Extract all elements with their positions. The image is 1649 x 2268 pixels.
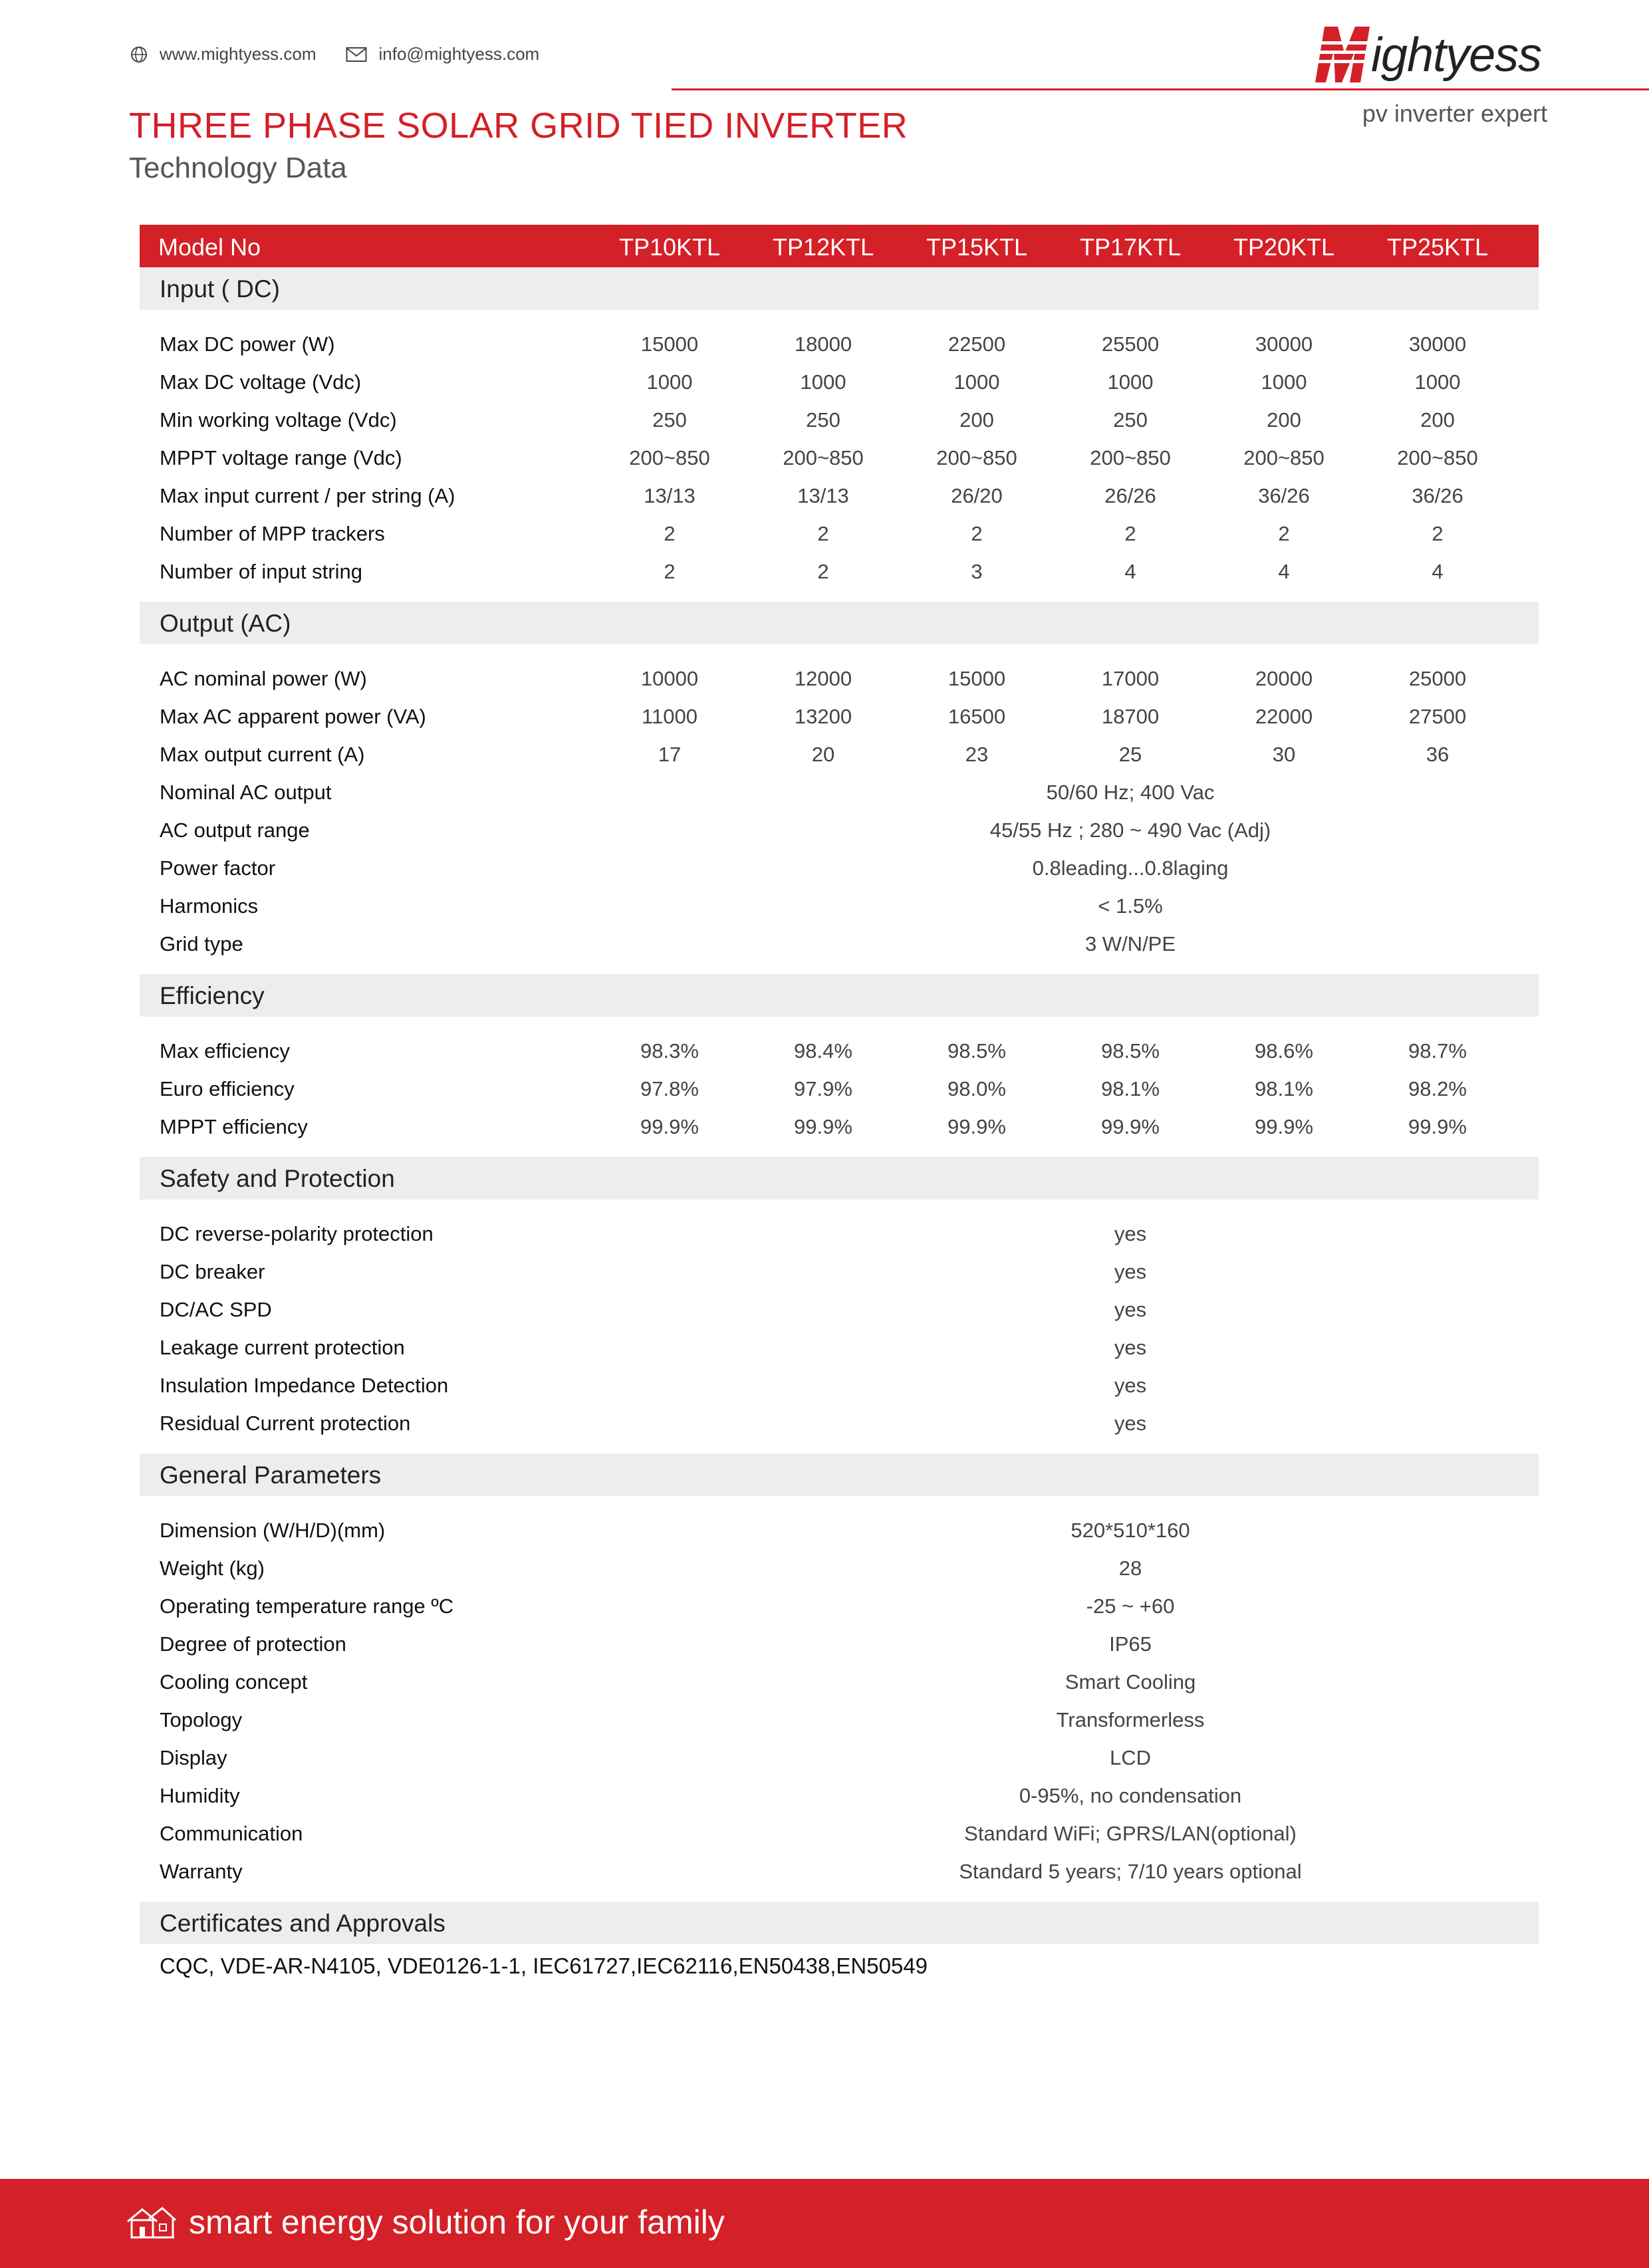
cell-value: 17	[658, 743, 682, 766]
cell-value: 26/26	[1104, 484, 1156, 507]
model-name: TP20KTL	[1233, 233, 1335, 261]
cell-value: 1000	[646, 370, 693, 394]
cell-value: 15000	[640, 332, 699, 356]
houses-icon	[126, 2205, 177, 2240]
cell-value: 36/26	[1258, 484, 1310, 507]
cell-value: 4	[1278, 560, 1290, 583]
section-spacer	[140, 1890, 1539, 1902]
row-label: Insulation Impedance Detection	[160, 1374, 449, 1397]
row-label: Warranty	[160, 1860, 243, 1883]
certificates-text: CQC, VDE-AR-N4105, VDE0126-1-1, IEC61727,IEC62116,EN50438,EN50549	[160, 1953, 928, 1978]
row-label: Harmonics	[160, 894, 259, 918]
section-header	[140, 1453, 1539, 1496]
cell-value: 98.1%	[1101, 1077, 1160, 1100]
footer-slogan: smart energy solution for your family	[189, 2204, 725, 2241]
row-label: Max efficiency	[160, 1039, 290, 1063]
cell-value: 99.9%	[1255, 1115, 1313, 1138]
shared-value: 28	[1118, 1557, 1142, 1580]
shared-value: 520*510*160	[1071, 1519, 1190, 1542]
cell-value: 30000	[1255, 332, 1313, 356]
table-row	[140, 1328, 1539, 1366]
table-row	[140, 1662, 1539, 1700]
shared-value: yes	[1114, 1298, 1147, 1321]
website-contact[interactable]	[130, 44, 317, 64]
cell-value: 1000	[1107, 370, 1154, 394]
table-row	[140, 1852, 1539, 1890]
cell-value: 16500	[948, 705, 1006, 728]
table-row	[140, 697, 1539, 735]
row-label: Dimension (W/H/D)(mm)	[160, 1519, 386, 1542]
section-spacer	[140, 1145, 1539, 1157]
section-spacer	[140, 1017, 1539, 1031]
cell-value: 13200	[794, 705, 852, 728]
model-name: TP10KTL	[618, 233, 721, 261]
cell-value: 98.6%	[1255, 1039, 1313, 1063]
cell-value: 200~850	[783, 446, 864, 469]
table-row	[140, 400, 1539, 438]
cell-value: 98.7%	[1408, 1039, 1467, 1063]
section-spacer	[140, 1199, 1539, 1214]
cell-value: 2	[817, 560, 829, 583]
section-spacer	[140, 590, 1539, 602]
model-name: TP12KTL	[772, 233, 874, 261]
model-name: TP17KTL	[1079, 233, 1182, 261]
logo-m-mark	[1315, 21, 1372, 88]
table-row	[140, 1586, 1539, 1624]
table-row	[140, 1404, 1539, 1442]
cell-value: 13/13	[644, 484, 696, 507]
row-label: Communication	[160, 1822, 303, 1845]
row-label: Humidity	[160, 1784, 240, 1807]
shared-value: 0.8leading...0.8laging	[1032, 856, 1229, 880]
mail-icon	[346, 47, 367, 63]
section-header	[140, 1902, 1539, 1944]
table-row	[140, 438, 1539, 476]
cell-value: 25500	[1101, 332, 1160, 356]
row-label: Max input current / per string (A)	[160, 484, 455, 507]
model-name: TP15KTL	[926, 233, 1028, 261]
table-row	[140, 1511, 1539, 1549]
table-row	[140, 848, 1539, 886]
row-label: Topology	[160, 1708, 243, 1731]
section-header	[140, 602, 1539, 644]
cell-value: 99.9%	[640, 1115, 699, 1138]
cell-value: 18000	[794, 332, 852, 356]
cell-value: 23	[965, 743, 989, 766]
row-label: Operating temperature range ºC	[160, 1594, 454, 1618]
cell-value: 98.5%	[948, 1039, 1006, 1063]
row-label: Max output current (A)	[160, 743, 365, 766]
cell-value: 2	[1278, 522, 1290, 545]
contact-bar	[130, 44, 569, 64]
section-spacer	[140, 1442, 1539, 1453]
row-label: Leakage current protection	[160, 1336, 405, 1359]
page-subtitle: Technology Data	[129, 152, 347, 184]
table-row	[140, 514, 1539, 552]
row-label: Max AC apparent power (VA)	[160, 705, 426, 728]
shared-value: yes	[1114, 1336, 1147, 1359]
cell-value: 22500	[948, 332, 1006, 356]
shared-value: IP65	[1109, 1632, 1152, 1656]
cell-value: 1000	[800, 370, 846, 394]
cell-value: 18700	[1101, 705, 1160, 728]
section-spacer	[140, 1496, 1539, 1511]
cell-value: 200~850	[629, 446, 710, 469]
row-label: AC nominal power (W)	[160, 667, 367, 690]
table-row	[140, 1069, 1539, 1107]
row-label: DC/AC SPD	[160, 1298, 272, 1321]
shared-value: -25 ~ +60	[1086, 1594, 1175, 1618]
cell-value: 99.9%	[794, 1115, 852, 1138]
cell-value: 200~850	[1397, 446, 1478, 469]
section-title: Safety and Protection	[160, 1165, 395, 1192]
row-label: Max DC power (W)	[160, 332, 335, 356]
table-row	[140, 476, 1539, 514]
logo-wordmark: ightyess	[1371, 29, 1542, 82]
table-row	[140, 1107, 1539, 1145]
cell-value: 97.9%	[794, 1077, 852, 1100]
cell-value: 12000	[794, 667, 852, 690]
shared-value: Transformerless	[1056, 1708, 1205, 1731]
shared-value: 50/60 Hz; 400 Vac	[1046, 781, 1215, 804]
email-contact[interactable]	[346, 44, 540, 64]
table-row	[140, 1738, 1539, 1776]
table-row	[140, 1776, 1539, 1814]
table-row	[140, 362, 1539, 400]
cell-value: 2	[817, 522, 829, 545]
brand-logo	[1315, 13, 1549, 93]
section-spacer	[140, 962, 1539, 974]
cell-value: 30	[1272, 743, 1296, 766]
row-label: Display	[160, 1746, 227, 1769]
shared-value: 45/55 Hz ; 280 ~ 490 Vac (Adj)	[989, 819, 1271, 842]
page-title: THREE PHASE SOLAR GRID TIED INVERTER	[129, 106, 908, 146]
table-row	[140, 886, 1539, 924]
cell-value: 200	[959, 408, 994, 432]
table-row	[140, 659, 1539, 697]
section-title: Certificates and Approvals	[160, 1910, 445, 1937]
shared-value: yes	[1114, 1222, 1147, 1245]
row-label: Cooling concept	[160, 1670, 308, 1694]
cell-value: 25	[1118, 743, 1142, 766]
section-title: Output (AC)	[160, 610, 291, 637]
row-label: DC reverse-polarity protection	[160, 1222, 434, 1245]
email-text: info@mightyess.com	[378, 44, 540, 64]
cell-value: 30000	[1408, 332, 1467, 356]
table-row	[140, 1214, 1539, 1252]
cell-value: 250	[806, 408, 840, 432]
table-row	[140, 924, 1539, 962]
shared-value: Standard WiFi; GPRS/LAN(optional)	[964, 1822, 1297, 1845]
row-label: Number of MPP trackers	[160, 522, 385, 545]
cell-value: 26/20	[951, 484, 1003, 507]
section-title: Input ( DC)	[160, 275, 280, 303]
cell-value: 2	[1432, 522, 1444, 545]
cell-value: 22000	[1255, 705, 1313, 728]
cell-value: 25000	[1408, 667, 1467, 690]
cell-value: 1000	[1414, 370, 1461, 394]
row-label: Min working voltage (Vdc)	[160, 408, 397, 432]
section-title: General Parameters	[160, 1461, 382, 1489]
cell-value: 15000	[948, 667, 1006, 690]
row-label: Power factor	[160, 856, 276, 880]
cell-value: 1000	[1261, 370, 1307, 394]
section-header	[140, 267, 1539, 310]
cell-value: 99.9%	[948, 1115, 1006, 1138]
cell-value: 10000	[640, 667, 699, 690]
cell-value: 98.2%	[1408, 1077, 1467, 1100]
table-row	[140, 324, 1539, 362]
row-label: MPPT voltage range (Vdc)	[160, 446, 402, 469]
table-row	[140, 1814, 1539, 1852]
cell-value: 200~850	[936, 446, 1017, 469]
shared-value: yes	[1114, 1412, 1147, 1435]
cell-value: 13/13	[797, 484, 849, 507]
model-name: TP25KTL	[1386, 233, 1489, 261]
table-row	[140, 552, 1539, 590]
cell-value: 97.8%	[640, 1077, 699, 1100]
table-row	[140, 773, 1539, 811]
row-label: Degree of protection	[160, 1632, 346, 1656]
cell-value: 99.9%	[1408, 1115, 1467, 1138]
row-label: Number of input string	[160, 560, 362, 583]
cell-value: 1000	[953, 370, 1000, 394]
shared-value: LCD	[1109, 1746, 1151, 1769]
cell-value: 20	[811, 743, 835, 766]
table-row	[140, 1031, 1539, 1069]
shared-value: yes	[1114, 1374, 1147, 1397]
globe-icon	[130, 46, 148, 63]
cell-value: 200~850	[1090, 446, 1171, 469]
tagline: pv inverter expert	[1362, 100, 1547, 127]
cell-value: 98.5%	[1101, 1039, 1160, 1063]
row-label: MPPT efficiency	[160, 1115, 308, 1138]
cell-value: 200	[1267, 408, 1301, 432]
row-label: Nominal AC output	[160, 781, 332, 804]
cell-value: 200~850	[1243, 446, 1325, 469]
cell-value: 250	[652, 408, 687, 432]
row-label: Residual Current protection	[160, 1412, 411, 1435]
cell-value: 27500	[1408, 705, 1467, 728]
section-title: Efficiency	[160, 982, 265, 1009]
table-row	[140, 735, 1539, 773]
cell-value: 98.4%	[794, 1039, 852, 1063]
table-row	[140, 1366, 1539, 1404]
table-row	[140, 1549, 1539, 1586]
shared-value: 3 W/N/PE	[1084, 932, 1176, 955]
section-spacer	[140, 310, 1539, 324]
footer-banner	[0, 2179, 1649, 2268]
row-label: AC output range	[160, 819, 310, 842]
cell-value: 98.3%	[640, 1039, 699, 1063]
shared-value: < 1.5%	[1098, 894, 1163, 918]
table-row	[140, 1290, 1539, 1328]
section-spacer	[140, 644, 1539, 659]
shared-value: Standard 5 years; 7/10 years optional	[959, 1860, 1302, 1883]
model-header-row	[140, 225, 1539, 267]
website-text: www.mightyess.com	[160, 44, 317, 64]
cell-value: 2	[1124, 522, 1136, 545]
section-header	[140, 974, 1539, 1017]
cell-value: 36	[1426, 743, 1450, 766]
cell-value: 36/26	[1412, 484, 1463, 507]
cell-value: 98.1%	[1255, 1077, 1313, 1100]
cell-value: 99.9%	[1101, 1115, 1160, 1138]
cell-value: 17000	[1101, 667, 1160, 690]
cell-value: 4	[1124, 560, 1136, 583]
shared-value: Smart Cooling	[1065, 1670, 1196, 1694]
cell-value: 2	[664, 522, 676, 545]
row-label: Max DC voltage (Vdc)	[160, 370, 362, 394]
row-label: Weight (kg)	[160, 1557, 265, 1580]
table-row	[140, 1624, 1539, 1662]
table-row	[140, 811, 1539, 848]
cell-value: 20000	[1255, 667, 1313, 690]
cell-value: 200	[1420, 408, 1455, 432]
cell-value: 2	[664, 560, 676, 583]
cell-value: 11000	[642, 705, 698, 728]
row-label: Grid type	[160, 932, 243, 955]
row-label: Euro efficiency	[160, 1077, 295, 1100]
shared-value: 0-95%, no condensation	[1019, 1784, 1242, 1807]
shared-value: yes	[1114, 1260, 1147, 1283]
table-row	[140, 1252, 1539, 1290]
spec-table	[140, 225, 1539, 1979]
table-row	[140, 1700, 1539, 1738]
cell-value: 3	[971, 560, 983, 583]
section-header	[140, 1157, 1539, 1199]
cell-value: 98.0%	[948, 1077, 1006, 1100]
row-label: DC breaker	[160, 1260, 265, 1283]
cell-value: 2	[971, 522, 983, 545]
cell-value: 4	[1432, 560, 1444, 583]
model-no-label: Model No	[158, 233, 261, 261]
cell-value: 250	[1113, 408, 1148, 432]
